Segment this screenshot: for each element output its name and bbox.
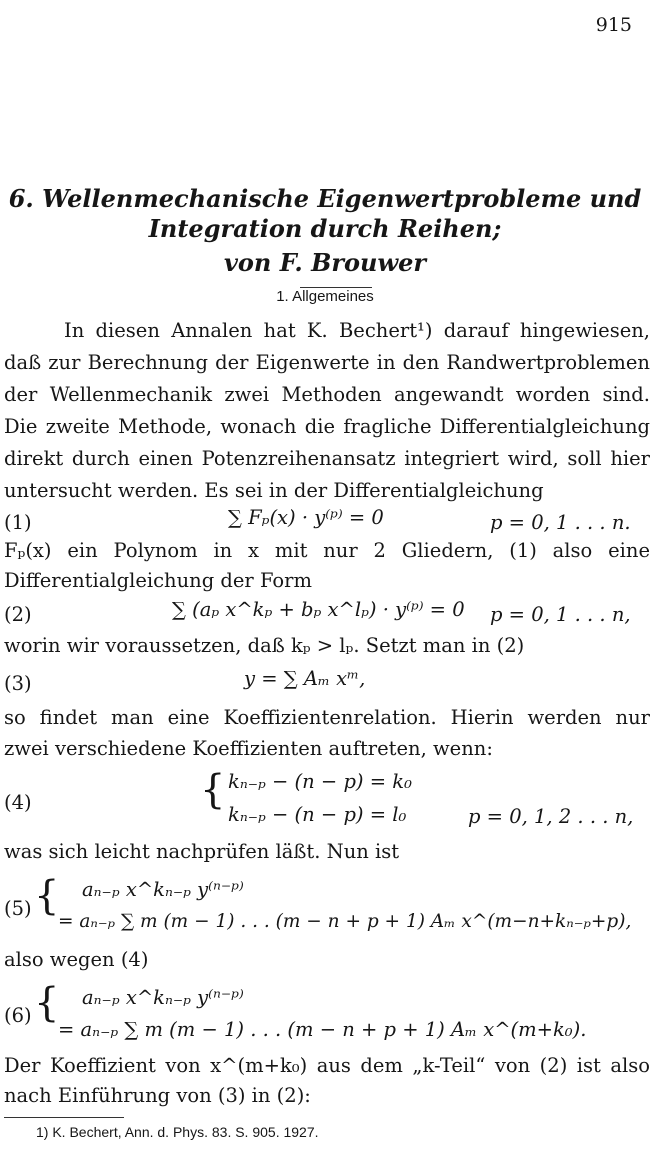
- equation-5-line-2: = aₙ₋ₚ ∑ m (m − 1) . . . (m − n + p + 1) Aₘ x^(m−n+kₙ₋ₚ+p),: [58, 911, 632, 932]
- title-line-2: Integration durch Reihen;: [148, 214, 502, 243]
- equation-3-number: (3): [4, 672, 32, 695]
- equation-5-brace: {: [34, 873, 60, 919]
- paragraph-line: worin wir voraussetzen, daß kₚ > lₚ. Setzt man in (2): [4, 634, 525, 657]
- equation-2: ∑ (aₚ x^kₚ + bₚ x^lₚ) · y⁽ᵖ⁾ = 0: [172, 598, 465, 621]
- paragraph-line: Die zweite Methode, wonach die fragliche Differentialgleichung: [4, 415, 650, 438]
- paragraph-line: nach Einführung von (3) in (2):: [4, 1084, 311, 1107]
- paragraph-line: Der Koeffizient von x^(m+k₀) aus dem „k-Teil“ von (2) ist also: [4, 1054, 650, 1077]
- equation-6-line-1: aₙ₋ₚ x^kₙ₋ₚ y⁽ⁿ⁻ᵖ⁾: [82, 986, 244, 1009]
- equation-1-number: (1): [4, 511, 32, 534]
- equation-4-line-2: kₙ₋ₚ − (n − p) = l₀: [228, 803, 407, 826]
- equation-6-number: (6): [4, 1004, 32, 1027]
- paragraph-line: untersucht werden. Es sei in der Differentialgleichung: [4, 479, 544, 502]
- paragraph-line: also wegen (4): [4, 948, 149, 971]
- title-line-3: von F. Brouwer: [223, 248, 427, 277]
- equation-5-line-1: aₙ₋ₚ x^kₙ₋ₚ y⁽ⁿ⁻ᵖ⁾: [82, 878, 244, 901]
- equation-6-brace: {: [34, 980, 60, 1026]
- footnote: 1) K. Bechert, Ann. d. Phys. 83. S. 905. 1927.: [36, 1124, 319, 1140]
- title-line-1: 6. Wellenmechanische Eigenwertprobleme und: [8, 184, 642, 213]
- paragraph-line: Differentialgleichung der Form: [4, 569, 312, 592]
- paragraph-line: so findet man eine Koeffizientenrelation. Hierin werden nur: [4, 706, 650, 729]
- footnote-rule: [4, 1117, 124, 1118]
- equation-4-number: (4): [4, 791, 32, 814]
- paragraph-line: direkt durch einen Potenzreihenansatz integriert wird, soll hier: [4, 447, 650, 470]
- equation-4-line-1: kₙ₋ₚ − (n − p) = k₀: [228, 770, 412, 793]
- equation-6-line-2: = aₙ₋ₚ ∑ m (m − 1) . . . (m − n + p + 1) Aₘ x^(m+k₀).: [58, 1018, 587, 1041]
- paragraph-line: was sich leicht nachprüfen läßt. Nun ist: [4, 840, 400, 863]
- equation-2-number: (2): [4, 603, 32, 626]
- paragraph-line: der Wellenmechanik zwei Methoden angewandt worden sind.: [4, 383, 650, 406]
- paragraph-line: zwei verschiedene Koeffizienten auftreten, wenn:: [4, 737, 493, 760]
- equation-3: y = ∑ Aₘ xᵐ,: [244, 667, 366, 690]
- paragraph-line: daß zur Berechnung der Eigenwerte in den Randwertproblemen: [4, 351, 650, 374]
- equation-2-range: p = 0, 1 . . . n,: [490, 603, 631, 626]
- page-number: 915: [595, 14, 632, 36]
- equation-5-number: (5): [4, 897, 32, 920]
- equation-4-brace: {: [200, 767, 226, 813]
- paragraph-line: Fₚ(x) ein Polynom in x mit nur 2 Gliedern, (1) also eine: [4, 539, 650, 562]
- equation-4-range: p = 0, 1, 2 . . . n,: [468, 805, 634, 828]
- equation-1: ∑ Fₚ(x) · y⁽ᵖ⁾ = 0: [228, 506, 384, 529]
- section-heading: 1. Allgemeines: [276, 288, 374, 305]
- equation-1-range: p = 0, 1 . . . n.: [490, 511, 631, 534]
- paragraph-line: In diesen Annalen hat K. Bechert¹) darauf hingewiesen,: [64, 319, 650, 342]
